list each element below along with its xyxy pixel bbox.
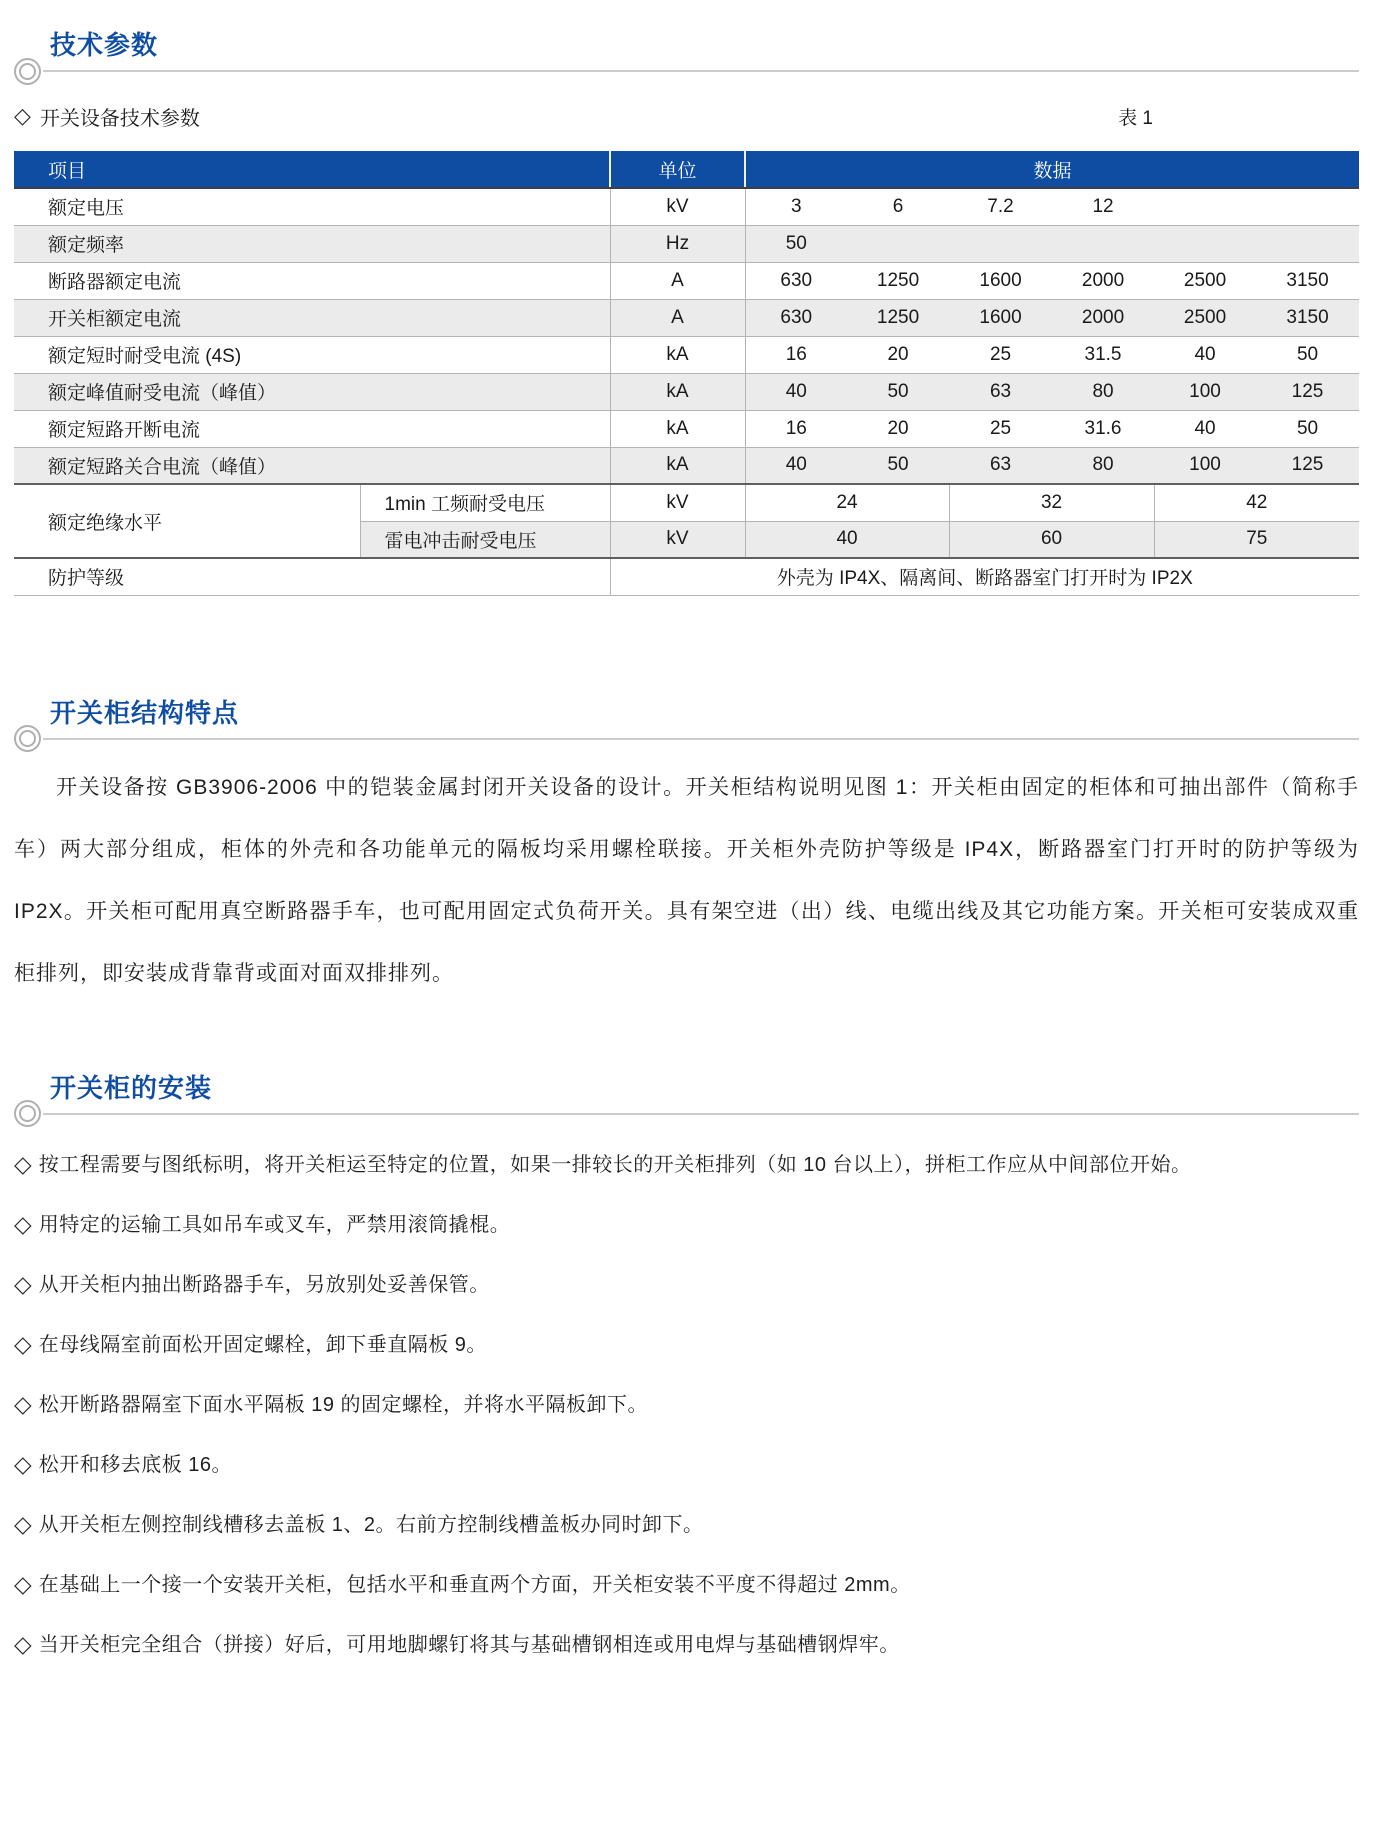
horizontal-rule bbox=[43, 738, 1359, 740]
install-item-text: 当开关柜完全组合（拼接）好后，可用地脚螺钉将其与基础槽钢相连或用电焊与基础槽钢焊牢。 bbox=[38, 1633, 900, 1656]
row-value: 3150 bbox=[1256, 299, 1359, 336]
section-title-installation: 开关柜的安装 bbox=[50, 1072, 213, 1103]
install-item-text: 用特定的运输工具如吊车或叉车，严禁用滚筒撬棍。 bbox=[38, 1213, 511, 1236]
row-value: 75 bbox=[1154, 521, 1359, 558]
row-unit: kA bbox=[610, 373, 745, 410]
column-header-unit: 单位 bbox=[610, 151, 745, 188]
row-sub-label: 雷电冲击耐受电压 bbox=[360, 521, 610, 558]
row-unit: kV bbox=[610, 188, 745, 225]
diamond-bullet-icon: ◇ bbox=[14, 1510, 32, 1537]
row-unit: kA bbox=[610, 410, 745, 447]
row-value: 40 bbox=[745, 373, 847, 410]
row-value bbox=[949, 225, 1052, 262]
row-label: 额定短时耐受电流 (4S) bbox=[14, 336, 610, 373]
params-table-body bbox=[14, 188, 1359, 595]
row-value: 6 bbox=[847, 188, 949, 225]
row-value bbox=[1154, 225, 1256, 262]
row-unit: kV bbox=[610, 484, 745, 521]
row-value: 12 bbox=[1052, 188, 1154, 225]
row-value: 50 bbox=[1256, 410, 1359, 447]
row-sub-label: 1min 工频耐受电压 bbox=[360, 484, 610, 521]
install-item-text: 从开关柜内抽出断路器手车，另放别处妥善保管。 bbox=[38, 1273, 490, 1296]
row-value: 2500 bbox=[1154, 262, 1256, 299]
row-unit: kA bbox=[610, 447, 745, 484]
install-item bbox=[14, 1632, 1359, 1659]
install-item bbox=[14, 1392, 1359, 1419]
row-value: 630 bbox=[745, 262, 847, 299]
row-value: 40 bbox=[1154, 410, 1256, 447]
diamond-bullet-icon: ◇ bbox=[14, 1150, 32, 1177]
row-value: 100 bbox=[1154, 373, 1256, 410]
row-value: 125 bbox=[1256, 373, 1359, 410]
column-header-data: 数据 bbox=[745, 151, 1359, 188]
row-unit: A bbox=[610, 299, 745, 336]
row-value: 25 bbox=[949, 410, 1052, 447]
double-ring-icon bbox=[14, 725, 41, 752]
table-row bbox=[14, 188, 1359, 225]
install-item bbox=[14, 1212, 1359, 1239]
row-value: 31.6 bbox=[1052, 410, 1154, 447]
table-row bbox=[14, 558, 1359, 595]
row-label: 额定频率 bbox=[14, 225, 610, 262]
row-label: 防护等级 bbox=[14, 558, 610, 595]
install-item-text: 在母线隔室前面松开固定螺栓，卸下垂直隔板 9。 bbox=[38, 1333, 487, 1356]
table-row bbox=[14, 225, 1359, 262]
technical-parameters-table bbox=[14, 151, 1359, 596]
row-value: 42 bbox=[1154, 484, 1359, 521]
table-row bbox=[14, 373, 1359, 410]
structure-paragraph: 开关设备按 GB3906-2006 中的铠装金属封闭开关设备的设计。开关柜结构说明见图 1：开关柜由固定的柜体和可抽出部件（简称手车）两大部分组成，柜体的外壳和各功能单元的隔板均采用螺栓联接。开关柜外壳防护等级是 IP4X，断路器室门打开时的防护等级为 IP2X。开关柜可配用真空断路器手车，也可配用固定式负荷开关。具有架空进（出）线、电缆出线及其它功能方案。开关柜可安装成双重柜排列，即安装成背靠背或面对面双排排列。 bbox=[14, 775, 1359, 985]
row-group-label: 额定绝缘水平 bbox=[14, 484, 360, 558]
install-item bbox=[14, 1272, 1359, 1299]
install-item bbox=[14, 1512, 1359, 1539]
diamond-bullet-icon: ◇ bbox=[14, 1330, 32, 1357]
row-value: 32 bbox=[949, 484, 1154, 521]
section-rule bbox=[14, 55, 1359, 87]
row-value: 25 bbox=[949, 336, 1052, 373]
row-value: 40 bbox=[745, 521, 949, 558]
row-value: 50 bbox=[745, 225, 847, 262]
row-value: 1600 bbox=[949, 262, 1052, 299]
row-value: 80 bbox=[1052, 447, 1154, 484]
row-unit: kV bbox=[610, 521, 745, 558]
row-label: 断路器额定电流 bbox=[14, 262, 610, 299]
row-value: 50 bbox=[847, 447, 949, 484]
row-value: 40 bbox=[1154, 336, 1256, 373]
table-subtitle: 开关设备技术参数 bbox=[39, 107, 200, 130]
column-header-item: 项目 bbox=[14, 151, 610, 188]
row-value: 20 bbox=[847, 336, 949, 373]
section-title-tech-params: 技术参数 bbox=[50, 30, 159, 60]
diamond-bullet-icon: ◇ bbox=[14, 1210, 32, 1237]
diamond-bullet-icon: ◇ bbox=[14, 103, 31, 128]
row-value: 31.5 bbox=[1052, 336, 1154, 373]
install-item-text: 松开断路器隔室下面水平隔板 19 的固定螺栓，并将水平隔板卸下。 bbox=[38, 1393, 649, 1416]
diamond-bullet-icon: ◇ bbox=[14, 1570, 32, 1597]
double-ring-icon bbox=[14, 1100, 41, 1127]
install-list bbox=[14, 1152, 1359, 1659]
horizontal-rule bbox=[43, 70, 1359, 72]
table-row bbox=[14, 447, 1359, 484]
table-row bbox=[14, 336, 1359, 373]
row-value bbox=[1256, 188, 1359, 225]
row-value: 1250 bbox=[847, 262, 949, 299]
table-number-label: 表 1 bbox=[1118, 108, 1153, 129]
table-subtitle-row bbox=[14, 101, 1359, 131]
diamond-bullet-icon: ◇ bbox=[14, 1270, 32, 1297]
row-value: 1600 bbox=[949, 299, 1052, 336]
row-unit: A bbox=[610, 262, 745, 299]
table-header-row bbox=[14, 151, 1359, 188]
row-value: 1250 bbox=[847, 299, 949, 336]
row-unit: kA bbox=[610, 336, 745, 373]
row-value: 2000 bbox=[1052, 299, 1154, 336]
install-item-text: 从开关柜左侧控制线槽移去盖板 1、2。右前方控制线槽盖板办同时卸下。 bbox=[38, 1513, 704, 1536]
horizontal-rule bbox=[43, 1113, 1359, 1115]
row-value: 630 bbox=[745, 299, 847, 336]
row-value: 50 bbox=[1256, 336, 1359, 373]
table-row bbox=[14, 262, 1359, 299]
row-label: 开关柜额定电流 bbox=[14, 299, 610, 336]
row-value: 3 bbox=[745, 188, 847, 225]
diamond-bullet-icon: ◇ bbox=[14, 1390, 32, 1417]
row-value: 80 bbox=[1052, 373, 1154, 410]
row-value: 50 bbox=[847, 373, 949, 410]
row-value: 3150 bbox=[1256, 262, 1359, 299]
section-installation-header bbox=[14, 1071, 1359, 1130]
install-item bbox=[14, 1572, 1359, 1599]
table-row bbox=[14, 484, 1359, 521]
install-item bbox=[14, 1152, 1359, 1179]
row-value: 20 bbox=[847, 410, 949, 447]
install-item bbox=[14, 1332, 1359, 1359]
install-item-text: 按工程需要与图纸标明，将开关柜运至特定的位置，如果一排较长的开关柜排列（如 10 台以上），拼柜工作应从中间部位开始。 bbox=[38, 1153, 1192, 1176]
diamond-bullet-icon: ◇ bbox=[14, 1630, 32, 1657]
table-row bbox=[14, 410, 1359, 447]
diamond-bullet-icon: ◇ bbox=[14, 1450, 32, 1477]
install-item bbox=[14, 1452, 1359, 1479]
table-row bbox=[14, 299, 1359, 336]
row-value: 2000 bbox=[1052, 262, 1154, 299]
row-value bbox=[1256, 225, 1359, 262]
row-full-value: 外壳为 IP4X、隔离间、断路器室门打开时为 IP2X bbox=[610, 558, 1359, 595]
section-tech-params-header bbox=[14, 28, 1359, 87]
row-value: 63 bbox=[949, 447, 1052, 484]
row-value: 63 bbox=[949, 373, 1052, 410]
section-structure-header bbox=[14, 696, 1359, 755]
install-item-text: 松开和移去底板 16。 bbox=[38, 1453, 233, 1476]
row-value: 100 bbox=[1154, 447, 1256, 484]
row-value bbox=[1052, 225, 1154, 262]
double-ring-icon bbox=[14, 58, 41, 85]
row-value: 16 bbox=[745, 336, 847, 373]
row-value: 60 bbox=[949, 521, 1154, 558]
row-value: 2500 bbox=[1154, 299, 1256, 336]
section-rule bbox=[14, 1098, 1359, 1130]
row-label: 额定短路开断电流 bbox=[14, 410, 610, 447]
row-label: 额定峰值耐受电流（峰值） bbox=[14, 373, 610, 410]
row-label: 额定电压 bbox=[14, 188, 610, 225]
row-label: 额定短路关合电流（峰值） bbox=[14, 447, 610, 484]
row-value: 16 bbox=[745, 410, 847, 447]
row-value: 40 bbox=[745, 447, 847, 484]
section-title-structure: 开关柜结构特点 bbox=[50, 697, 240, 728]
row-value bbox=[1154, 188, 1256, 225]
row-unit: Hz bbox=[610, 225, 745, 262]
row-value bbox=[847, 225, 949, 262]
row-value: 125 bbox=[1256, 447, 1359, 484]
row-value: 7.2 bbox=[949, 188, 1052, 225]
install-item-text: 在基础上一个接一个安装开关柜，包括水平和垂直两个方面，开关柜安装不平度不得超过 2mm。 bbox=[38, 1573, 911, 1596]
row-value: 24 bbox=[745, 484, 949, 521]
